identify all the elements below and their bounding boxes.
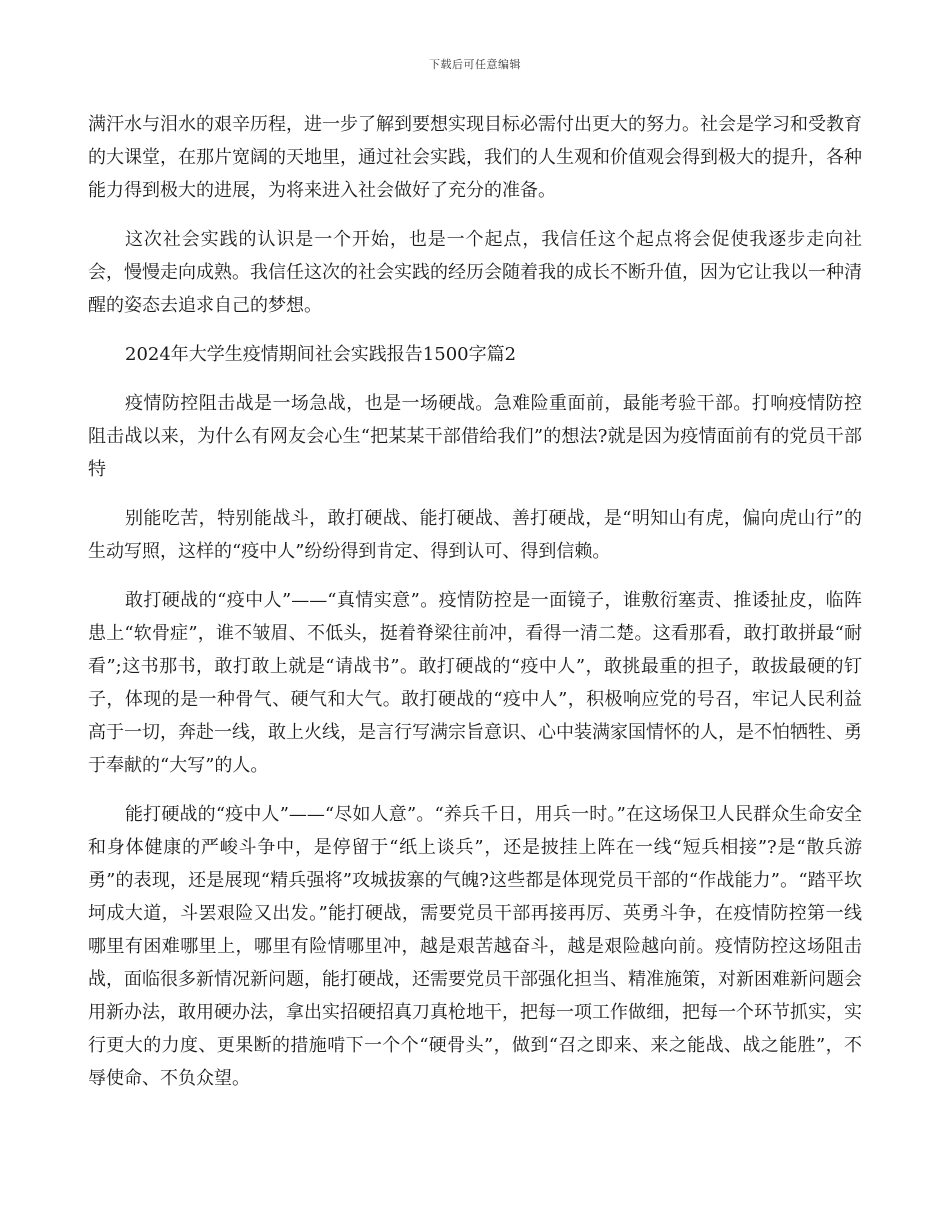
document-body bbox=[88, 108, 862, 1095]
section-heading: 2024年大学生疫情期间社会实践报告1500字篇2 bbox=[125, 344, 517, 365]
paragraph: 疫情防控阻击战是一场急战，也是一场硬战。急难险重面前，最能考验干部。打响疫情防控阻击战以来，为什么有网友会心生“把某某干部借给我们”的想法?就是因为疫情面前有的党员干部特 bbox=[88, 393, 862, 480]
paragraph: 别能吃苦，特别能战斗，敢打硬战、能打硬战、善打硬战，是“明知山有虎，偏向虎山行”的生动写照，这样的“疫中人”纷纷得到肯定、得到认可、得到信赖。 bbox=[88, 508, 862, 562]
paragraph: 敢打硬战的“疫中人”——“真情实意”。疫情防控是一面镜子，谁敷衍塞责、推诿扯皮，临阵患上“软骨症”，谁不皱眉、不低头，挺着脊梁往前冲，看得一清二楚。这看那看，敢打敢拼最“耐看”;这书那书，敢打敢上就是“请战书”。敢打硬战的“疫中人”，敢挑最重的担子，敢拔最硬的钉子，体现的是一种骨气、硬气和大气。敢打硬战的“疫中人”，积极响应党的号召，牢记人民利益高于一切，奔赴一线，敢上火线，是言行写满宗旨意识、心中装满家国情怀的人，是不怕牺牲、勇于奉献的“大写”的人。 bbox=[88, 590, 862, 776]
page-header-note: 下载后可任意编辑 bbox=[429, 58, 521, 71]
paragraph: 能打硬战的“疫中人”——“尽如人意”。“养兵千日，用兵一时。”在这场保卫人民群众生命安全和身体健康的严峻斗争中，是停留于“纸上谈兵”，还是披挂上阵在一线“短兵相接”?是“散兵游勇”的表现，还是展现“精兵强将”攻城拔寨的气魄?这些都是体现党员干部的“作战能力”。“踏平坎坷成大道，斗罢艰险又出发。”能打硬战，需要党员干部再接再厉、英勇斗争，在疫情防控第一线哪里有困难哪里上，哪里有险情哪里冲，越是艰苦越奋斗，越是艰险越向前。疫情防控这场阻击战，面临很多新情况新问题，能打硬战，还需要党员干部强化担当、精准施策，对新困难新问题会用新办法，敢用硬办法，拿出实招硬招真刀真枪地干，把每一项工作做细，把每一个环节抓实，实行更大的力度、更果断的措施啃下一个个“硬骨头”，做到“召之即来、来之能战、战之能胜”，不辱使命、不负众望。 bbox=[88, 804, 862, 1089]
paragraph-continuation: 满汗水与泪水的艰辛历程，进一步了解到要想实现目标必需付出更大的努力。社会是学习和受教育的大课堂，在那片宽阔的天地里，通过社会实践，我们的人生观和价值观会得到极大的提升，各种能力得到极大的进展，为将来进入社会做好了充分的准备。 bbox=[88, 114, 862, 201]
paragraph: 这次社会实践的认识是一个开始，也是一个起点，我信任这个起点将会促使我逐步走向社会，慢慢走向成熟。我信任这次的社会实践的经历会随着我的成长不断升值，因为它让我以一种清醒的姿态去追求自己的梦想。 bbox=[88, 229, 862, 316]
